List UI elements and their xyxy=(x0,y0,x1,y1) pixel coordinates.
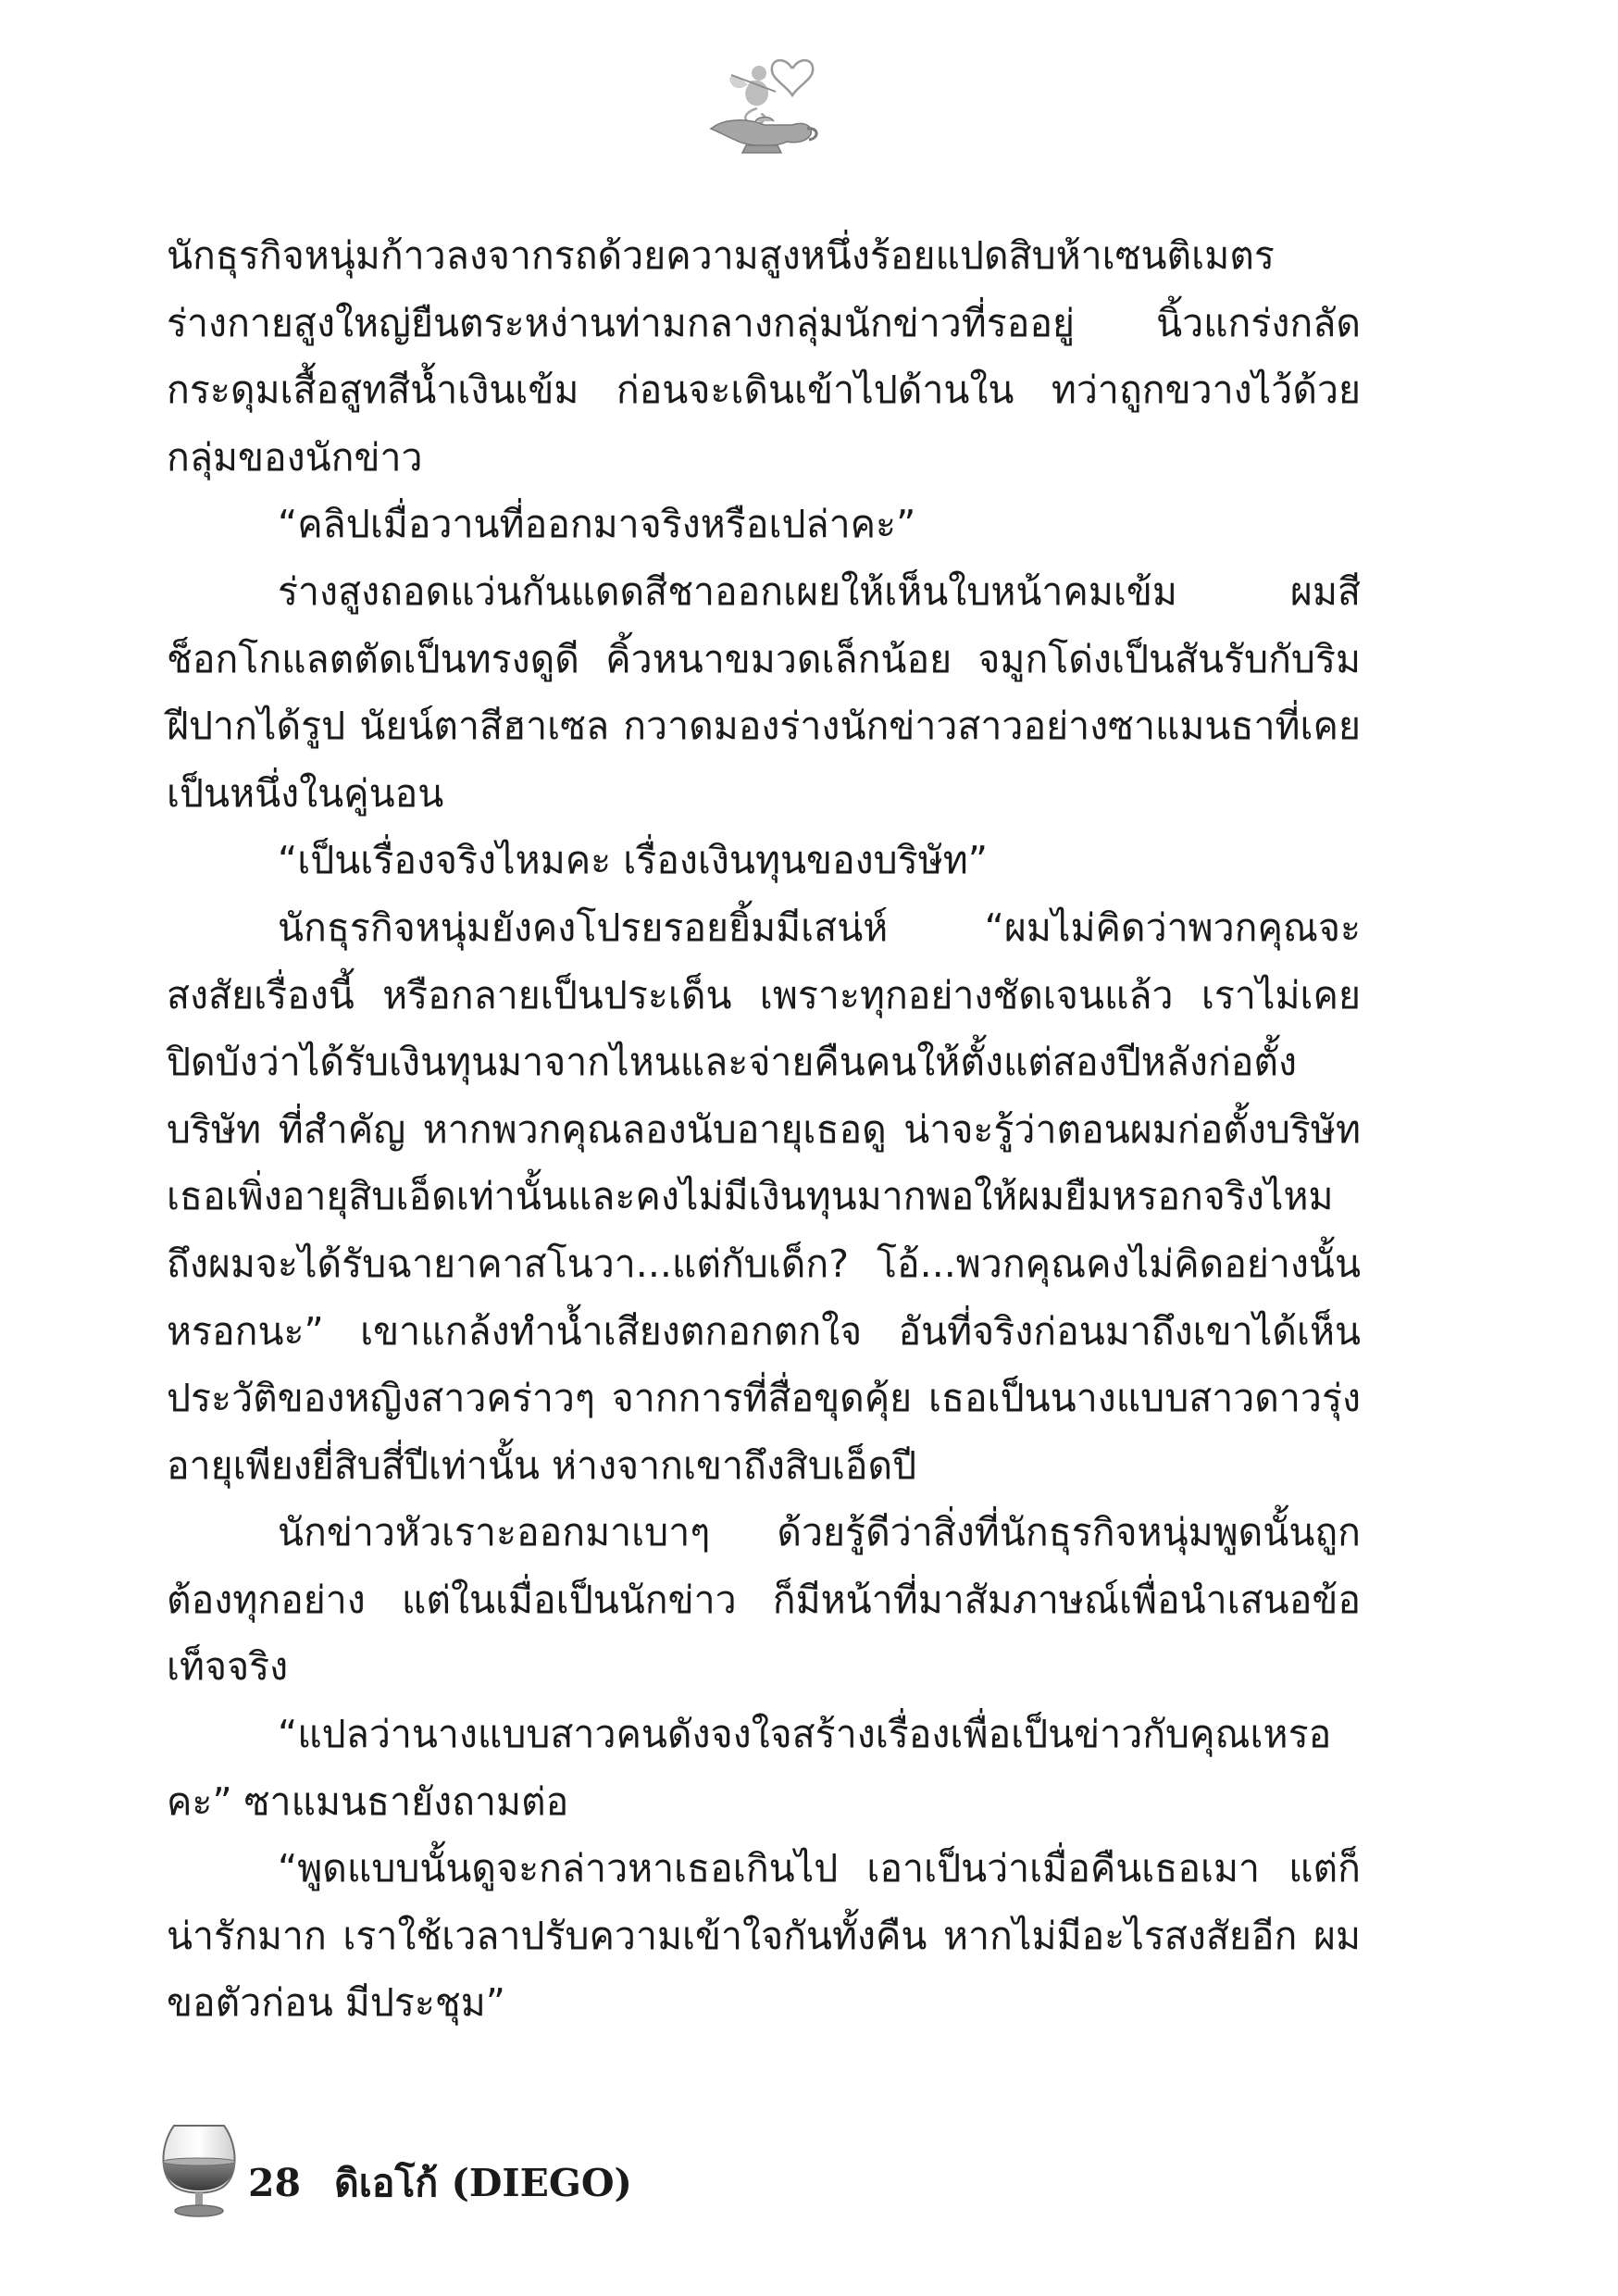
paragraph: “แปลว่านางแบบสาวคนดังจงใจสร้างเรื่องเพื่อเป็นข่าวกับคุณเหรอคะ” ซาแมนธายังถามต่อ xyxy=(167,1712,1332,1824)
paragraph: นักข่าวหัวเราะออกมาเบาๆ ด้วยรู้ดีว่าสิ่งที่นักธุรกิจหนุ่มพูดนั้นถูกต้องทุกอย่าง แต่ในเมื่อเป็นนักข่าว ก็มีหน้าที่มาสัมภาษณ์เพื่อนำเสนอข้อเท็จจริง xyxy=(167,1510,1361,1690)
paragraph: นักธุรกิจหนุ่มก้าวลงจากรถด้วยความสูงหนึ่งร้อยแปดสิบห้าเซนติเมตร ร่างกายสูงใหญ่ยืนตระหง่านท่ามกลางกลุ่มนักข่าวที่รออยู่ นิ้วแกร่งกลัดกระดุมเสื้อสูทสีน้ำเงินเข้ม ก่อนจะเดินเข้าไปด้านใน ทว่าถูกขวางไว้ด้วยกลุ่มของนักข่าว xyxy=(167,233,1361,480)
genie-lamp-icon xyxy=(703,51,824,157)
brandy-glass-icon xyxy=(157,2118,241,2220)
page-footer xyxy=(157,2118,632,2220)
paragraph: “เป็นเรื่องจริงไหมคะ เรื่องเงินทุนของบริษัท” xyxy=(278,838,989,883)
paragraph: “พูดแบบนั้นดูจะกล่าวหาเธอเกินไป เอาเป็นว่าเมื่อคืนเธอเมา แต่ก็น่ารักมาก เราใช้เวลาปรับความเข้าใจกันทั้งคืน หากไม่มีอะไรสงสัยอีก ผมขอตัวก่อน มีประชุม” xyxy=(167,1846,1361,2026)
paragraph: “คลิปเมื่อวานที่ออกมาจริงหรือเปล่าคะ” xyxy=(278,502,916,547)
paragraph: ร่างสูงถอดแว่นกันแดดสีชาออกเผยให้เห็นใบหน้าคมเข้ม ผมสีช็อกโกแลตตัดเป็นทรงดูดี คิ้วหนาขมวดเล็กน้อย จมูกโด่งเป็นสันรับกับริมฝีปากได้รูป นัยน์ตาสีฮาเซล กวาดมองร่างนักข่าวสาวอย่างซาแมนธาที่เคยเป็นหนึ่งในคู่นอน xyxy=(167,568,1361,816)
page-number: 28 xyxy=(248,2161,302,2205)
book-title: ดิเอโก้ (DIEGO) xyxy=(334,2160,632,2205)
paragraph: นักธุรกิจหนุ่มยังคงโปรยรอยยิ้มมีเสน่ห์ “ผมไม่คิดว่าพวกคุณจะสงสัยเรื่องนี้ หรือกลายเป็นประเด็น เพราะทุกอย่างชัดเจนแล้ว เราไม่เคยปิดบังว่าได้รับเงินทุนมาจากไหนและจ่ายคืนคนให้ตั้งแต่สองปีหลังก่อตั้งบริษัท ที่สำคัญ หากพวกคุณลองนับอายุเธอดู น่าจะรู้ว่าตอนผมก่อตั้งบริษัทเธอเพิ่งอายุสิบเอ็ดเท่านั้นและคงไม่มีเงินทุนมากพอให้ผมยืมหรอกจริงไหมถึงผมจะได้รับฉายาคาสโนวา...แต่กับเด็ก? โอ้...พวกคุณคงไม่คิดอย่างนั้นหรอกนะ” เขาแกล้งทำน้ำเสียงตกอกตกใจ อันที่จริงก่อนมาถึงเขาได้เห็นประวัติของหญิงสาวคร่าวๆ จากการที่สื่อขุดคุ้ย เธอเป็นนางแบบสาวดาวรุ่งอายุเพียงยี่สิบสี่ปีเท่านั้น ห่างจากเขาถึงสิบเอ็ดปี xyxy=(167,905,1361,1488)
body-text xyxy=(167,222,1361,2037)
